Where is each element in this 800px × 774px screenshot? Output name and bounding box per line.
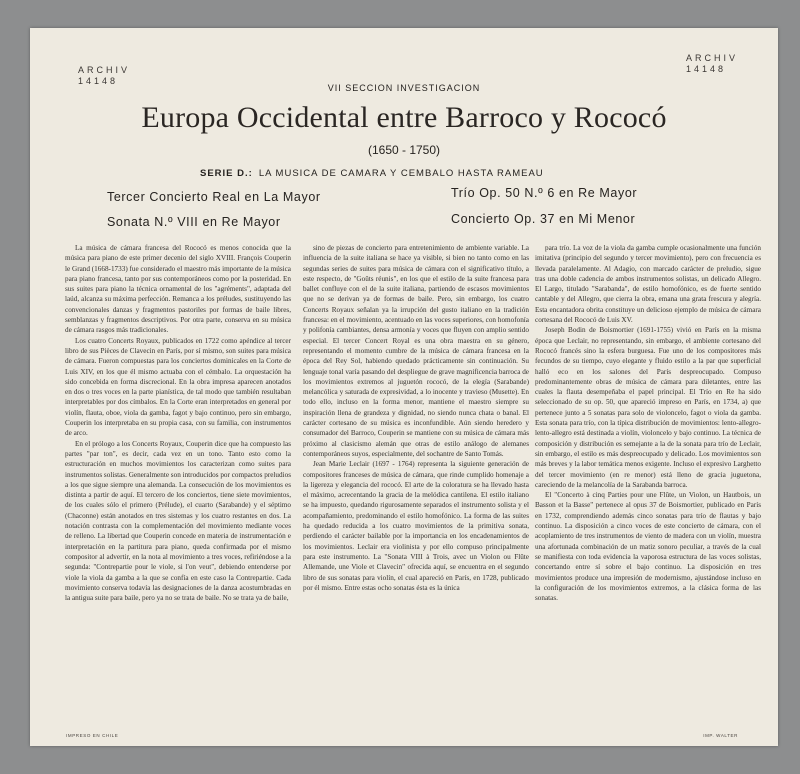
catalog-label: ARCHIV	[78, 65, 131, 75]
record-sleeve	[30, 28, 778, 746]
paragraph: El "Concerto à cinq Parties pour une Flûte, un Violon, un Hautbois, un Basson et la Basse" pertenece al opus 37 de Boismortier, publicado en París en 1732, comprendiendo además cinco sonatas para trío de flautas y bajo continuo. La disposición a cinco voces de este concierto de cámara, con el acoplamiento de tres instrumentos de viento de madera con un violín, muestra una afortunada combinación de un matiz sonoro peculiar, a través de la cual se manifiesta con toda evidencia la vaporosa estructura de las voces solistas, concertando entre sí sobre el bajo continuo. La disposición en tres movimientos produce una impresión de modernismo, ajustándose incluso en la configuración de los movimientos extremos, a la clásica forma de las sonatas.	[535, 491, 761, 603]
paragraph: Los cuatro Concerts Royaux, publicados en 1722 como apéndice al tercer libro de sus Pièces de Clavecin en París, por sí mismo, son suites para música de cámara. Fueron compuestas para los conciertos dominicales en la Corte de Luis XIV, en los que él mismo actuaba con el cémbalo. La orquestación ha sido concebida en forma discrecional. En la obra impresa aparecen anotados en dos o tres voces en la parte pianística, de tal modo que también resultaban interpretables por dos címbalos. En la Corte eran interpretados en general por violín, flauta, oboe, viola da gamba, fagot y bajo continuo, pero sin embargo, Couperin los interpretaba en su propia casa, con su familia, con instrumentos de arco.	[65, 336, 291, 438]
series-heading: VII SECCION INVESTIGACION	[327, 83, 481, 93]
work-title: Sonata N.º VIII en Re Mayor	[107, 215, 281, 229]
paragraph: Jean Marie Leclair (1697 - 1764) representa la siguiente generación de compositores franceses de música de cámara, que rinde cumplido homenaje a la ligereza y elegancia del rococó. El arte de la coloratura se ha llevado hasta el máximo, acrecentando la gracia de la melódica cantilena. El estilo italiano se ha impuesto, quedando rigurosamente separados el instrumento solista y el acompañamiento, predominando el estilo homofónico. La forma de las suites ha quedado reducida a los cuatro movimientos de la primitiva sonata, perdiendo el carácter bailable por la importancia en los encadenamientos de los movimientos. Leclair era violinista y por ello compuso principalmente para este instrumento. La "Sonata VIII à Trois, avec un Violon ou Flûte Allemande, une Viole et Clavecin" ofrecida aquí, se encuentra en el segundo libro de sus sonatas para violín, el cual apareció en París, en 1728, publicado por él mismo. Entre estas ocho sonatas ésta es la única	[303, 460, 529, 592]
printer-label: IMP. WALTER	[703, 733, 738, 738]
work-title: Concierto Op. 37 en Mi Menor	[451, 212, 636, 226]
work-title: Trío Op. 50 N.º 6 en Re Mayor	[451, 186, 638, 200]
liner-notes-column-3	[535, 243, 761, 721]
album-title: Europa Occidental entre Barroco y Rococó	[141, 101, 667, 134]
paragraph: para trío. La voz de la viola da gamba cumple ocasionalmente una función imitativa (principio del segundo y tercer movimiento), pero con frecuencia es llevada paralelamente. Al Adagio, con marcado carácter de preludio, sigue tras una doble cadencia de ambos instrumentos solistas, un delicado Allegro. El Largo, titulado "Sarabanda", de estilo homofónico, es de fuerte sentido cantable y del Allegro, que cierra la obra, emana una grata frescura y alegría. Esta encantadora obrita constituye un delicioso ejemplo de música de cámara cortesana del Rococó de Luis XV.	[535, 244, 761, 325]
serie-line	[200, 168, 544, 179]
years: (1650 - 1750)	[367, 143, 441, 157]
paragraph: La música de cámara francesa del Rococó es menos conocida que la música para piano de este primer decenio del siglo XVIII. François Couperin le Grand (1668-1733) fue considerado el maestro más importante de la música para piano francesa, tanto por sus contemporáneos como por la posteridad. En sus suites para piano la técnica ornamental de los "agréments", adaptada del laúd, alcanza su máxima perfección. Remanca a los préludes, sustituyendo las convencionales danzas y fragmentos pastoriles por formas de baile libres, semblanzas y fragmentos descriptivos. Por otra parte, conserva en su música de cámara rasgos más tradicionales.	[65, 244, 291, 335]
work-title: Tercer Concierto Real en La Mayor	[107, 190, 321, 204]
catalog-label: ARCHIV	[685, 53, 738, 63]
serie-text: LA MUSICA DE CAMARA Y CEMBALO HASTA RAMEAU	[258, 168, 544, 179]
catalog-number-right	[686, 53, 738, 75]
catalog-number: 14148	[78, 76, 119, 86]
serie-label: SERIE D.:	[200, 168, 253, 179]
catalog-number: 14148	[685, 64, 727, 74]
liner-notes-column-1	[65, 243, 291, 721]
printed-in-label: IMPRESO EN CHILE	[66, 733, 119, 738]
paragraph: sino de piezas de concierto para entretenimiento de ambiente variable. La influencia de la suite italiana se hace ya visible, si bien no tanto como en las segundas series de suites para música de cámara con el significativo título, a este respecto, de "Goûts réunis", en los que el estilo de la suite francesa para ballet confluye con el de la suite italiana, partiendo de escasos movimientos que no se derivan ya de formas de baile. Pero, sin embargo, los cuatro Concerts Royaux señalan ya la irrupción del gusto italiano en la tradición francesa: en el movimiento, acentuado en las voces superiores, con homofonía y polifonía cambiantes, densa armonía y voces que fluyen con amplio sentido especial. El tercer Concert Royal es una obra maestra en su género, representando el momento cumbre de la música de cámara francesa en la época del Rey Sol, habiendo quedado prácticamente sin continuación. Su lenguaje tonal varía pasando del despliegue de grave magnificencia barroca de los movimientos extremos al juguetón rococó, de la elegía (Sarabande) melancólica y saturada de expresividad, a lo inocente y travieso (Musette). En todo ello, incluso en la forma menor, mantiene el maestro siempre su inspiración llena de grandeza y dignidad, no siendo nunca chata o banal. El carácter cortesano de su música es inconfundible. Aún siendo heredero y consumador del Barroco, Couperin se mantiene con su música de cámara más próximo al clasicismo alemán que otras de estilo análogo de alemanes contemporáneos suyos, especialmente, del sochantre de Santo Tomás.	[303, 244, 529, 458]
paragraph: En el prólogo a los Concerts Royaux, Couperin dice que ha compuesto las partes "par ton", es decir, cada vez en un tono. Tanto esto como la estructuración en muchos movimientos los caracterizan como suites para instrumentos solistas. Generalmente son introducidos por compactos preludios a los que sigue siempre una alemanda. La consecución de los movimientos es distinta a partir de aquí. El tercero de los conciertos, tiene siete movimientos, de los cuales sólo el primero (Prélude), el cuarto (Sarabande) y el séptimo (Chaconne) están anotados en tres sistemas y los cuatro restantes en dos. La notación contrasta con la complementación del movimiento mediante voces de relleno. La libertad que Couperin concede en materia de instrumentación e interpretación en la partitura para piano, queda confirmada por el mismo compositor al advertir, en la nota al movimiento a tres voces, refiriéndose a la segunda: "Contrepartie pour le viole, si l'on veut", debiendo entenderse por viole la viola da gamba a la que se confía en este caso la Contrepartie. Cada movimiento conserva todavía las designaciones de la danza acostumbradas en la antigua suite para baile, pero ya no se trata de baile. No se trata ya de baile,	[65, 439, 291, 603]
liner-notes-column-2	[303, 243, 529, 721]
paragraph: Joseph Bodin de Boismortier (1691-1755) vivió en París en la misma época que Leclair, no representando, sin embargo, el ambiente cortesano del Rococó francés sino la esfera burguesa. Fue uno de los compositores más fecundos de su tiempo, cuyo elegante y fluido estilo a la par que superficial halló eco en los salones del París despreocupado. Compuso predominantemente obras de música de cámara para diletantes, entre las cuales la flauta desempeñaba el papel principal. El Trío en Re ha sido seleccionado de su op. 50, que apareció impreso en París, en 1734, a) que pertenece junto a 5 sonatas para solo de violoncelo, fagot o viola da gamba. Esta sonata para trío, con la típica distribución de movimientos: lento-allegro-lento-allegro está destinada a violín, violoncelo y bajo continuo. La técnica de composición y distribución es semejante a la de la sonata para trío de Leclair, sin embargo, el estilo es más despreocupado y delicado. Los movimientos son más breves y la labor temática menos exigente. Incluso el expresivo Larghetto del tercer movimiento (en re menor) está lleno de gracia juguetona, careciendo de la melancolía de la Sarabanda barroca.	[535, 326, 761, 489]
